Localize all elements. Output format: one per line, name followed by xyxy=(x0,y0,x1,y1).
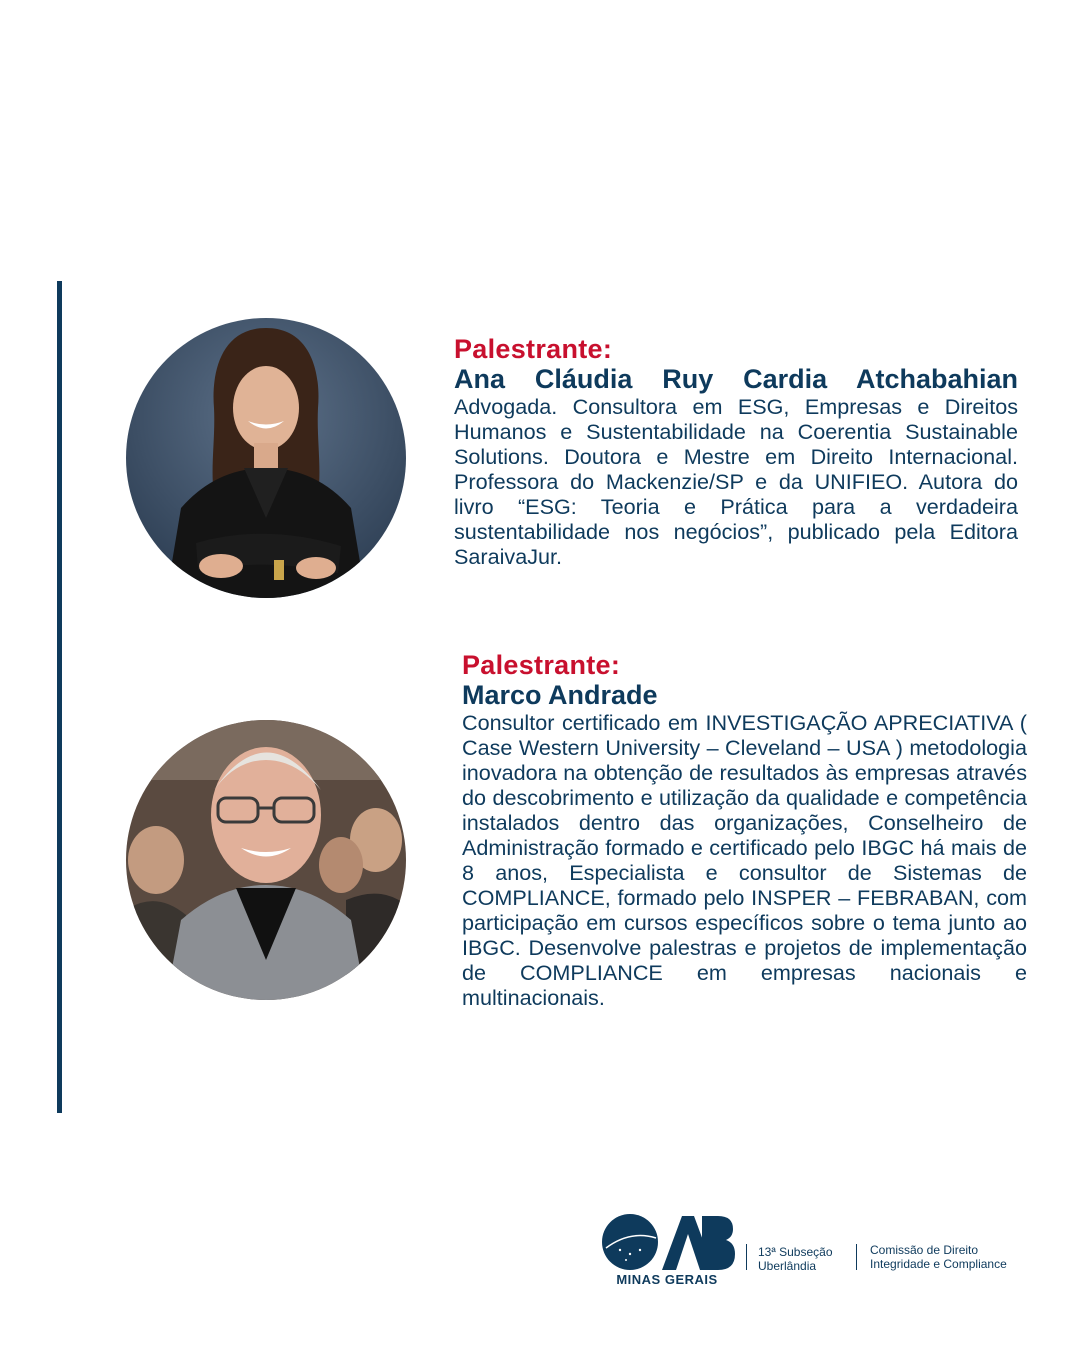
speaker-1-bio: Advogada. Consultora em ESG, Empresas e Direitos Humanos e Sustentabilidade na Coerentia Sustainable Solutions. Doutora e Mestre em Direito Internacional. Professora do Mackenzie/SP e da UNIFIEO. Autora do livro “ESG: Teoria e Prática para a verdadeira sustentabilidade nos negócios”, publicado pela Editora SaraivaJur. xyxy=(454,394,1018,569)
oab-logo-subtitle: MINAS GERAIS xyxy=(616,1272,718,1287)
speaker-1-label: Palestrante: xyxy=(454,334,613,364)
footer-commission-line1: Comissão de Direito xyxy=(870,1243,979,1257)
speaker-2-label: Palestrante: xyxy=(462,650,621,680)
speaker-1-card xyxy=(454,334,1018,569)
footer-divider-1 xyxy=(746,1244,747,1270)
speaker-1-photo xyxy=(126,318,406,598)
footer-branding xyxy=(600,1212,1040,1292)
speaker-2-photo xyxy=(126,720,406,1000)
speaker-2-bio: Consultor certificado em INVESTIGAÇÃO APRECIATIVA ( Case Western University – Cleveland – USA ) metodologia inovadora na obtenção de resultados às empresas através do descobrimento e utilização da qualidade e competência instalados dentro das organizações, Conselheiro de Administração formado e certificado pelo IBGC há mais de 8 anos, Especialista e consultor de Sistemas de COMPLIANCE, formado pelo INSPER – FEBRABAN, com participação em cursos específicos sobre o tema junto ao IBGC. Desenvolve palestras e projetos de implementação de COMPLIANCE em empresas nacionais e multinacionais. xyxy=(462,710,1027,1010)
footer-divider-2 xyxy=(856,1244,857,1270)
footer-subsection-line2: Uberlândia xyxy=(758,1259,817,1273)
oab-logo-icon xyxy=(600,1212,735,1272)
speaker-1-name: Ana Cláudia Ruy Cardia Atchabahian xyxy=(454,364,1018,394)
speaker-2-card xyxy=(462,650,1027,1010)
footer-commission-line2: Integridade e Compliance xyxy=(870,1257,1007,1271)
footer-subsection-line1: 13ª Subseção xyxy=(758,1245,833,1259)
footer-commission xyxy=(870,1243,1007,1271)
footer-subsection xyxy=(758,1245,833,1273)
accent-vertical-bar xyxy=(57,281,62,1113)
speaker-2-name: Marco Andrade xyxy=(462,680,658,710)
